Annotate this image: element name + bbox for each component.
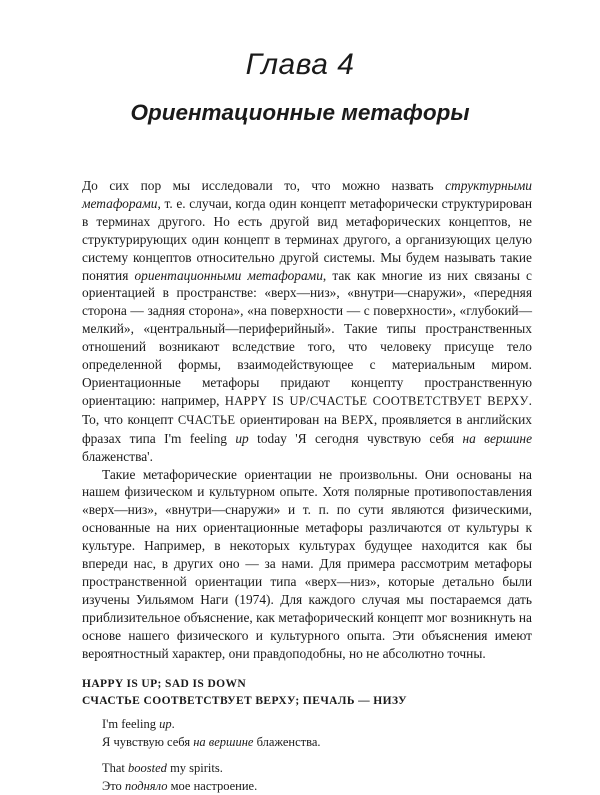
p1-text-7: today 'Я сегодня чувствую себя xyxy=(248,430,463,446)
ex2-ru-pre: Это xyxy=(102,778,125,793)
ex1-ru-em: на вершине xyxy=(193,734,254,749)
p1-term-structural: структурными метафорами xyxy=(82,178,532,211)
ex1-ru-pre: Я чувствую себя xyxy=(102,734,194,749)
ex1-ru-post: блаженства. xyxy=(253,734,321,749)
example-list xyxy=(82,716,532,795)
paragraph-1 xyxy=(82,177,532,466)
example-2-english xyxy=(102,760,532,778)
p1-text-8: блаженства'. xyxy=(82,448,153,464)
chapter-label: Глава 4 xyxy=(245,48,355,81)
p1-text-5: ориентирован на xyxy=(235,411,342,427)
ex2-en-post: my spirits. xyxy=(166,761,223,776)
example-gap xyxy=(102,751,532,760)
ex2-en-em: boosted xyxy=(128,761,167,776)
p1-term-orientational: ориентационными метафорами xyxy=(134,267,323,283)
p1-word-summit: на вершине xyxy=(462,430,533,446)
example-1-english xyxy=(102,716,532,734)
example-2-russian xyxy=(102,778,532,795)
p1-text-4: . То, что концепт xyxy=(82,392,532,427)
chapter-title: Ориентационные метафоры xyxy=(130,100,470,125)
example-1-russian xyxy=(102,734,532,752)
body-text xyxy=(82,177,532,795)
ex2-ru-post: мое настроение. xyxy=(167,778,258,793)
paragraph-2: Такие метафорические ориентации не произвольны. Они основаны на нашем физическом и культурном опыте. Хотя полярные противопоставления «верх—низ», «внутри—снаружи» и т. п. по сути являются физическими, основанные на них ориентационные метафоры различаются от культуры к культуре. Например, в некоторых культурах будущее находится как бы впереди нас, в других оно — за нами. Для примера рассмотрим метафоры пространственной ориентации типа «верх—низ», которые детально были изучены Уильямом Наги (1974). Для каждого случая мы постараемся дать приблизительное объяснение, как метафорический концепт мог возникнуть на основе нашего физического и культурного опыта. Эти объяснения имеют вероятностный характер, они правдоподобны, но не абсолютно точны. xyxy=(82,466,532,661)
metaphor-heading-english: HAPPY IS UP; SAD IS DOWN xyxy=(82,678,247,691)
p1-concept-up: ВЕРХ xyxy=(341,412,374,427)
ex2-ru-em: подняло xyxy=(124,778,168,793)
ex1-en-pre: I'm feeling xyxy=(102,717,160,732)
ex2-en-pre: That xyxy=(102,761,129,776)
spacer xyxy=(82,662,532,676)
ex1-en-post: . xyxy=(171,717,175,732)
p1-text-1: До сих пор мы исследовали то, что можно назвать xyxy=(82,178,446,193)
p1-text-3: , так как многие из них связаны с ориентацией в пространстве: «верх—низ», «внутри—снаружи», «передняя сторона — задняя сторона», «на поверхности — с поверхности», «глубокий—мелкий», «центральный—периферийный». Такие типы пространственных отношений возникают вследствие того, что человеку присуще тело определенной формы, взаимодействующее с материальным миром. Ориентационные метафоры придают концепту пространственную ориентацию: например, xyxy=(82,267,532,408)
p1-concept-happiness: СЧАСТЬЕ xyxy=(177,412,236,427)
metaphor-heading-russian: СЧАСТЬЕ СООТВЕТСТВУЕТ ВЕРХУ; ПЕЧАЛЬ — НИЗУ xyxy=(82,695,408,708)
p1-text-6: , проявляется в английских фразах типа I'm feeling xyxy=(82,411,532,446)
p1-metaphor-name: HAPPY IS UP/СЧАСТЬЕ СООТВЕТСТВУЕТ ВЕРХУ xyxy=(224,393,529,408)
p1-text-2: , т. е. случаи, когда один концепт метафорически структурирован в терминах другого. Но есть другой вид метафорических концептов, не структурирующих один концепт в терминах другого, а организующих целую систему концептов относительно другой системы. Мы будем называть такие понятия xyxy=(82,195,532,283)
p1-word-up: up xyxy=(235,430,249,446)
ex1-en-em: up xyxy=(159,717,172,732)
